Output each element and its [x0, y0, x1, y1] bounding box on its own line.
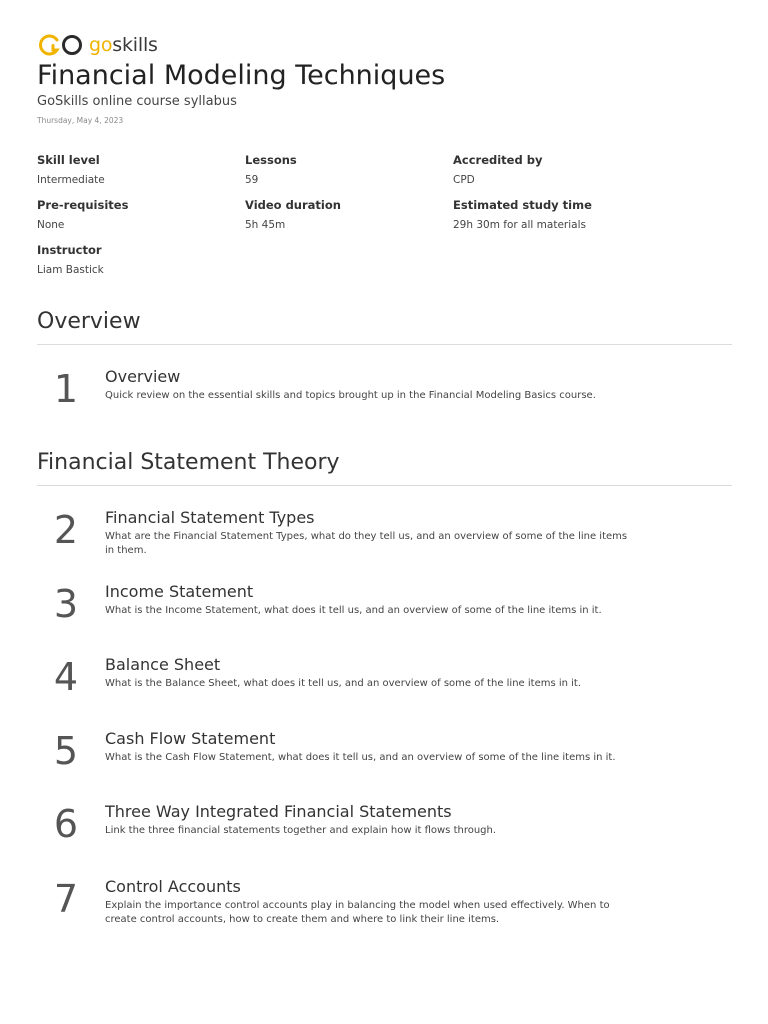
section-title-overview: Overview	[37, 309, 141, 334]
lesson-title: Financial Statement Types	[105, 508, 315, 527]
lesson-title: Income Statement	[105, 582, 254, 601]
lesson-number: 6	[53, 802, 79, 846]
section-divider	[37, 485, 732, 486]
logo-wordmark	[89, 34, 158, 56]
study-time-label: Estimated study time	[453, 198, 592, 212]
accredited-by-label: Accredited by	[453, 153, 543, 167]
video-duration-label: Video duration	[245, 198, 341, 212]
lesson-title: Overview	[105, 367, 181, 386]
goskills-infinity-icon	[37, 34, 85, 56]
lessons-value: 59	[245, 174, 259, 186]
lesson-number: 3	[53, 582, 79, 626]
lesson-number: 5	[53, 729, 79, 773]
instructor-value: Liam Bastick	[37, 264, 104, 276]
lesson-title: Three Way Integrated Financial Statements	[105, 802, 452, 821]
logo-go-text: go	[89, 34, 113, 56]
logo-skills-text: skills	[112, 34, 158, 56]
lessons-label: Lessons	[245, 153, 297, 167]
goskills-logo	[37, 34, 158, 56]
lesson-number: 1	[53, 367, 79, 411]
section-divider	[37, 344, 732, 345]
lesson-description: What are the Financial Statement Types, what do they tell us, and an overview of some of the line items in them.	[105, 531, 628, 556]
accredited-by-value: CPD	[453, 174, 475, 186]
page-subtitle: GoSkills online course syllabus	[37, 94, 237, 109]
page-title: Financial Modeling Techniques	[37, 60, 446, 91]
section-title-financial-statement-theory: Financial Statement Theory	[37, 450, 340, 475]
prerequisites-value: None	[37, 219, 65, 231]
prerequisites-label: Pre-requisites	[37, 198, 129, 212]
skill-level-value: Intermediate	[37, 174, 105, 186]
lesson-title: Control Accounts	[105, 877, 241, 896]
lesson-title: Balance Sheet	[105, 655, 221, 674]
lesson-number: 4	[53, 655, 79, 699]
lesson-description: Quick review on the essential skills and topics brought up in the Financial Modeling Basics course.	[105, 390, 596, 401]
lesson-number: 7	[53, 877, 79, 921]
lesson-description: What is the Cash Flow Statement, what does it tell us, and an overview of some of the line items in it.	[105, 752, 616, 763]
instructor-label: Instructor	[37, 243, 102, 257]
lesson-description: Link the three financial statements together and explain how it flows through.	[105, 825, 497, 836]
lesson-number: 2	[53, 508, 79, 552]
video-duration-value: 5h 45m	[245, 219, 286, 231]
lesson-description: Explain the importance control accounts play in balancing the model when used effectively. When to create control accounts, how to create them and where to link their line items.	[105, 900, 610, 925]
document-date: Thursday, May 4, 2023	[37, 116, 124, 125]
study-time-value: 29h 30m for all materials	[453, 219, 586, 231]
lesson-description: What is the Income Statement, what does it tell us, and an overview of some of the line items in it.	[105, 605, 602, 616]
lesson-description: What is the Balance Sheet, what does it tell us, and an overview of some of the line items in it.	[105, 678, 582, 689]
lesson-title: Cash Flow Statement	[105, 729, 276, 748]
skill-level-label: Skill level	[37, 153, 100, 167]
